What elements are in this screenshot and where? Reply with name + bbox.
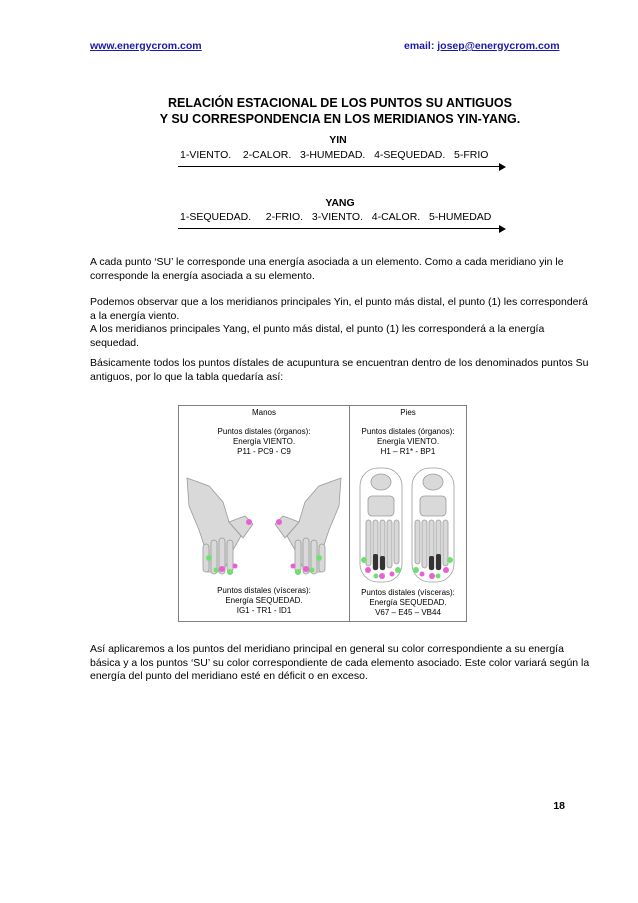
- manos-top-line-2: Energía VIENTO.: [232, 437, 296, 446]
- yin-arrow: [178, 166, 500, 167]
- pies-top-line-1: Puntos distales (órganos):: [361, 427, 455, 436]
- manos-bottom-line-1: Puntos distales (vísceras):: [217, 586, 311, 595]
- feet-illustration: [352, 466, 464, 586]
- yang-label: YANG: [325, 197, 355, 209]
- paragraph-2a: Podemos observar que a los meridianos principales Yin, el punto más distal, el punto (1) les corresponderá a la energía viento.: [90, 296, 588, 322]
- manos-bottom-line-3: IG1 - TR1 - ID1: [236, 606, 292, 615]
- yin-label: YIN: [329, 134, 347, 146]
- manos-top-line-1: Puntos distales (órganos):: [217, 427, 311, 436]
- paragraph-2b: A los meridianos principales Yang, el punto más distal, el punto (1) les corresponderá a la energía sequedad.: [90, 323, 545, 349]
- pies-bottom-line-1: Puntos distales (vísceras):: [361, 588, 455, 597]
- su-points-table: [178, 405, 467, 622]
- pies-top-line-3: H1 – R1* - BP1: [380, 447, 436, 456]
- pies-bottom-line-3: V67 – E45 – VB44: [375, 608, 441, 617]
- email-link[interactable]: josep@energycrom.com: [437, 40, 560, 52]
- pies-top-line-2: Energía VIENTO.: [376, 437, 440, 446]
- manos-bottom-line-2: Energía SEQUEDAD.: [225, 596, 303, 605]
- yang-arrow: [178, 228, 500, 229]
- email-label: email:: [404, 40, 438, 52]
- paragraph-1: A cada punto ‘SU’ le corresponde una energía asociada a un elemento. Como a cada meridiano yin le corresponde la energía asociada a su elemento.: [90, 256, 564, 282]
- title-line-1: RELACIÓN ESTACIONAL DE LOS PUNTOS SU ANTIGUOS: [167, 96, 512, 110]
- paragraph-4: Así aplicaremos a los puntos del meridiano principal en general su color correspondiente a su energía básica y a los puntos ‘SU’ su color correspondiente de cada elemento asociado. Este color variará según la energía del punto del meridiano esté en déficit o en exceso.: [90, 643, 590, 683]
- yang-sequence: 1-SEQUEDAD. 2-FRIO. 3-VIENTO. 4-CALOR. 5-HUMEDAD: [180, 211, 492, 223]
- yin-sequence: 1-VIENTO. 2-CALOR. 3-HUMEDAD. 4-SEQUEDAD. 5-FRIO: [180, 149, 489, 161]
- manos-top-line-3: P11 - PC9 - C9: [237, 447, 291, 456]
- header-email: [404, 40, 560, 52]
- website-link[interactable]: www.energycrom.com: [90, 40, 202, 52]
- paragraph-3: Básicamente todos los puntos dístales de acupuntura se encuentran dentro de los denominados puntos Su antiguos, por lo que la tabla quedaría así:: [90, 357, 589, 383]
- manos-heading: Manos: [251, 408, 276, 417]
- hands-illustration: [183, 466, 345, 581]
- pies-heading: Pies: [400, 408, 416, 417]
- pies-bottom-line-2: Energía SEQUEDAD.: [369, 598, 447, 607]
- title-line-2: Y SU CORRESPONDENCIA EN LOS MERIDIANOS YIN-YANG.: [159, 112, 521, 126]
- page-number: 18: [553, 800, 565, 812]
